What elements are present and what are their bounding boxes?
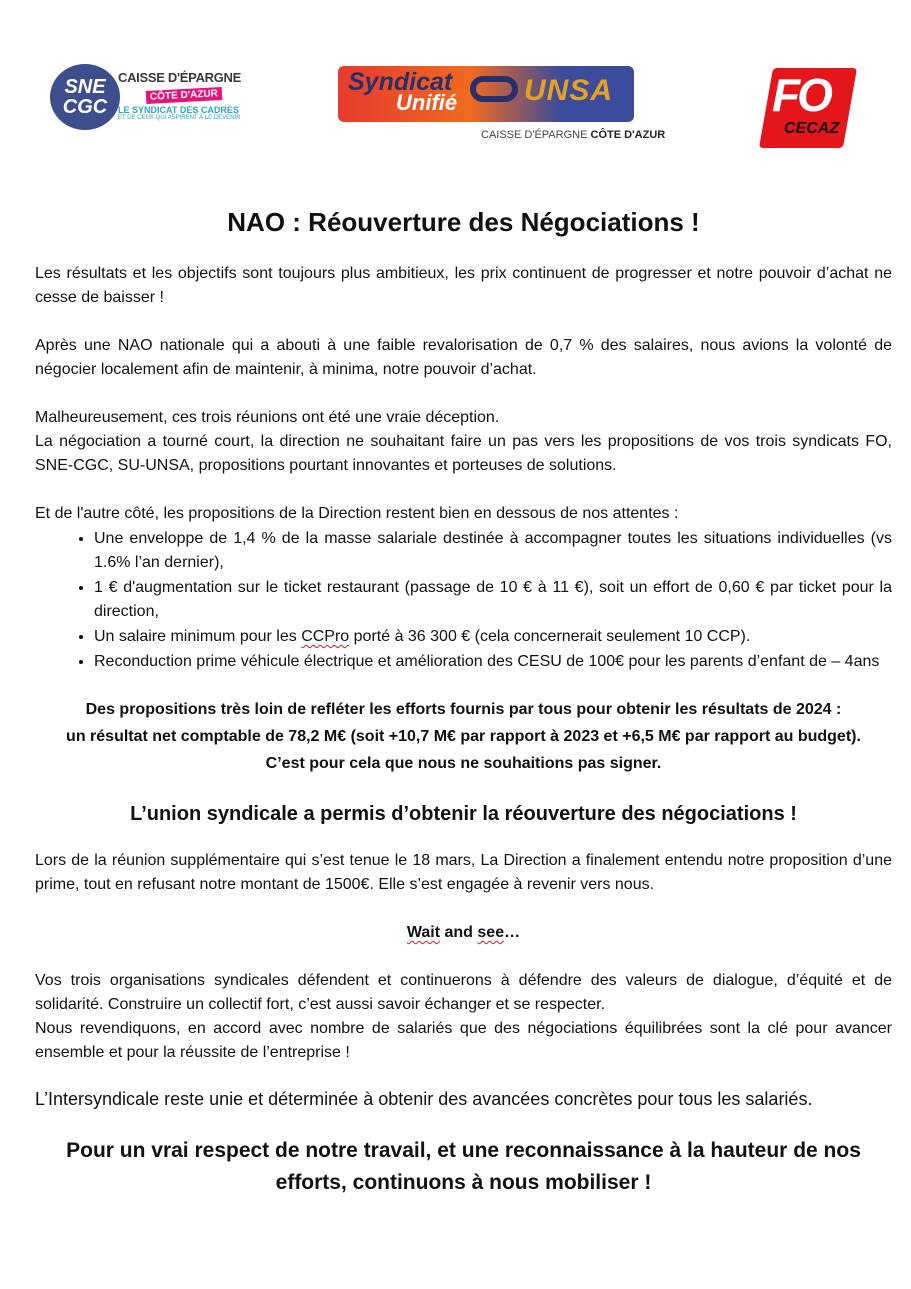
sne-cgc-logo	[50, 64, 240, 134]
unsa-loop-icon	[470, 76, 518, 102]
paragraph-revendiquons: Nous revendiquons, en accord avec nombre de salariés que des négociations équilibrées sont la clé pour avancer ensemble et pour la réussite de l’entreprise !	[35, 1020, 892, 1061]
paragraph-negociation: La négociation a tourné court, la direction ne souhaitant faire un pas vers les propositions de vos trois syndicats FO, SNE-CGC, SU-UNSA, propositions pourtant innovantes et porteuses de solutions.	[35, 433, 892, 474]
unsa-sub-bold: CÔTE D'AZUR	[590, 129, 666, 141]
sne-line-2: CÔTE D'AZUR	[146, 87, 223, 104]
unsa-word-1: Syndicat	[348, 68, 453, 96]
paragraph-direction: Et de l'autre côté, les propositions de la Direction restent bien en dessous de nos attentes :	[35, 505, 679, 522]
paragraph-intro: Les résultats et les objectifs sont toujours plus ambitieux, les prix continuent de progresser et notre pouvoir d’achat ne cesse de baisser !	[35, 265, 892, 306]
closing-statement: Pour un vrai respect de notre travail, et une reconnaissance à la hauteur de nos efforts, continuons à nous mobiliser !	[66, 1139, 861, 1194]
section-subtitle: L’union syndicale a permis d’obtenir la réouverture des négociations !	[130, 803, 797, 825]
wait-and-see	[35, 921, 892, 945]
list-item	[94, 624, 892, 649]
paragraph-reunion: Lors de la réunion supplémentaire qui s’est tenue le 18 mars, La Direction a finalement entendu notre proposition d’une prime, tout en refusant notre montant de 1500€. Elle s’est engagée à revenir vers nous.	[35, 852, 892, 893]
paragraph-nao-nationale: Après une NAO nationale qui a abouti à une faible revalorisation de 0,7 % des salaires, nous avions la volonté de négocier localement afin de maintenir, à minima, notre pouvoir d’achat.	[35, 337, 892, 378]
paragraph-intersyndicale: L’Intersyndicale reste unie et déterminée à obtenir des avancées concrètes pour tous les salariés.	[35, 1089, 813, 1109]
sne-line-1: CAISSE D'ÉPARGNE	[118, 70, 242, 85]
sne-line-4: ET DE CEUX QUI ASPIRENT À LE DEVENIR	[118, 115, 241, 121]
list-item: • Une enveloppe de 1,4 % de la masse salariale destinée à accompagner toutes les situations individuelles (vs 1.6% l’an dernier),	[94, 526, 892, 575]
list-item: • 1 € d'augmentation sur le ticket restaurant (passage de 10 € à 11 €), soit un effort de 0,60 € par ticket pour la direction,	[94, 575, 892, 624]
document-body	[35, 204, 892, 1199]
paragraph-valeurs: Vos trois organisations syndicales défendent et continuerons à défendre des valeurs de dialogue, d’équité et de solidarité. Construire un collectif fort, c’est aussi savoir échanger et se respecter.	[35, 972, 892, 1013]
bold-line-1: Des propositions très loin de refléter les efforts fournis par tous pour obtenir les résultats de 2024 :	[85, 701, 842, 718]
logo-header	[0, 58, 911, 158]
list-item: • Reconduction prime véhicule électrique et amélioration des CESU de 100€ pour les parents d’enfant de – 4ans	[94, 649, 892, 674]
fo-sub: CECAZ	[784, 120, 840, 137]
paragraph-deception: Malheureusement, ces trois réunions ont été une vraie déception.	[35, 409, 500, 426]
unsa-subtitle	[481, 129, 665, 141]
fo-logo	[762, 62, 854, 148]
sne-cgc-wordmark	[118, 70, 243, 121]
bold-line-3: C’est pour cela que nous ne souhaitions pas signer.	[265, 755, 662, 772]
unsa-word-2: Unifié	[396, 90, 458, 115]
bold-line-2: un résultat net comptable de 78,2 M€ (soit +10,7 M€ par rapport à 2023 et +6,5 M€ par rapport au budget).	[66, 728, 861, 745]
su-unsa-logo	[338, 62, 666, 144]
b3-post: porté à 36 300 € (cela concernerait seulement 10 CCP).	[349, 628, 751, 645]
see-word: see	[477, 924, 505, 941]
wait-word: Wait	[406, 924, 441, 941]
unsa-brand: UNSA	[524, 74, 614, 107]
wait-mid: and	[440, 924, 478, 941]
sne-line-3: LE SYNDICAT DES CADRES	[118, 105, 239, 115]
unsa-sub-prefix: CAISSE D'ÉPARGNE	[481, 129, 588, 141]
sne-cgc-emblem: SNE CGC	[50, 64, 120, 130]
proposals-list	[35, 526, 892, 674]
page-title: NAO : Réouverture des Négociations !	[227, 207, 700, 237]
b3-pre: Un salaire minimum pour les	[94, 628, 302, 645]
b3-word: CCPro	[301, 628, 350, 645]
wait-end: …	[504, 924, 521, 941]
fo-main: FO	[772, 69, 830, 121]
